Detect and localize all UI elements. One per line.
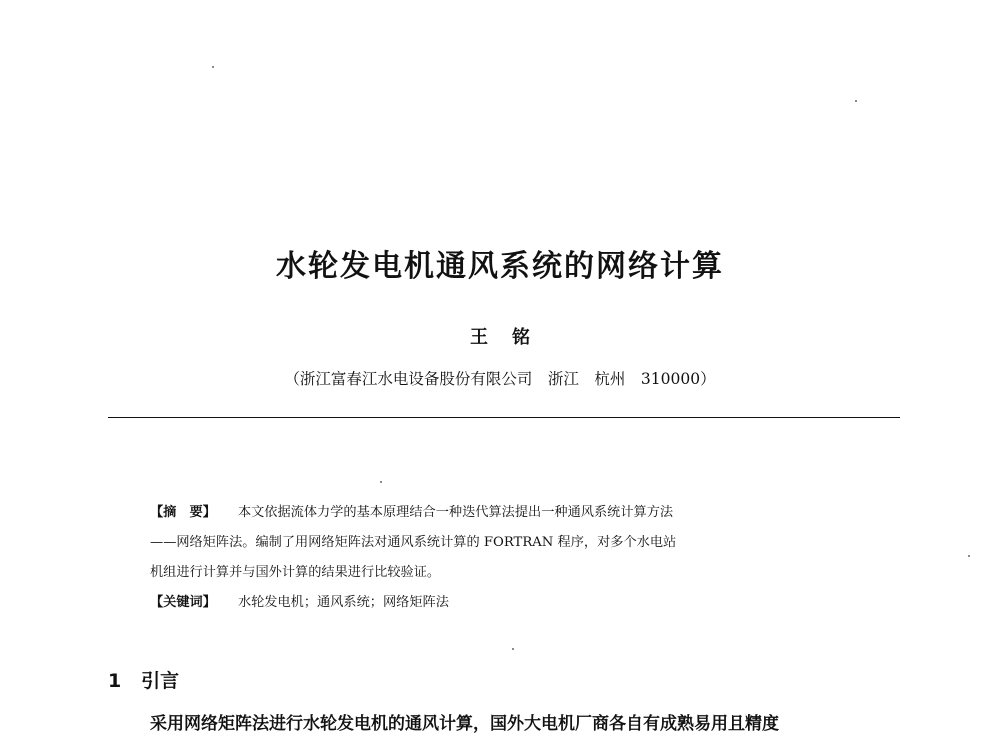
scan-speck [212,66,214,68]
keywords-line [150,588,870,618]
abstract-block [150,498,870,618]
abstract-text: ——网络矩阵法。编制了用网络矩阵法对通风系统计算的 FORTRAN 程序，对多个水电站 [150,535,677,550]
section-title: 引言 [141,670,180,692]
scan-speck [512,648,514,650]
header-divider [108,417,900,418]
abstract-text: 本文依据流体力学的基本原理结合一种迭代算法提出一种通风系统计算方法 [237,505,674,520]
paper-title: 水轮发电机通风系统的网络计算 [276,249,724,284]
section-number: 1 [108,670,122,692]
abstract-line [150,558,870,588]
author-affiliation: （浙江富春江水电设备股份有限公司 浙江 杭州 310000） [284,370,716,388]
abstract-line [150,528,870,558]
abstract-text: 机组进行计算并与国外计算的结果进行比较验证。 [150,565,441,580]
author-name: 王铭 [470,327,554,348]
keywords-label: 【关键词】 [150,595,216,610]
keywords-text: 水轮发电机；通风系统；网络矩阵法 [237,595,449,610]
section-heading [108,667,179,695]
abstract-line [150,498,870,528]
scan-speck [855,100,857,102]
body-paragraph: 采用网络矩阵法进行水轮发电机的通风计算，国外大电机厂商各自有成熟易用且精度 [150,714,779,734]
scan-speck [968,555,970,557]
abstract-label: 【摘 要】 [150,505,216,520]
scan-speck [380,481,382,483]
